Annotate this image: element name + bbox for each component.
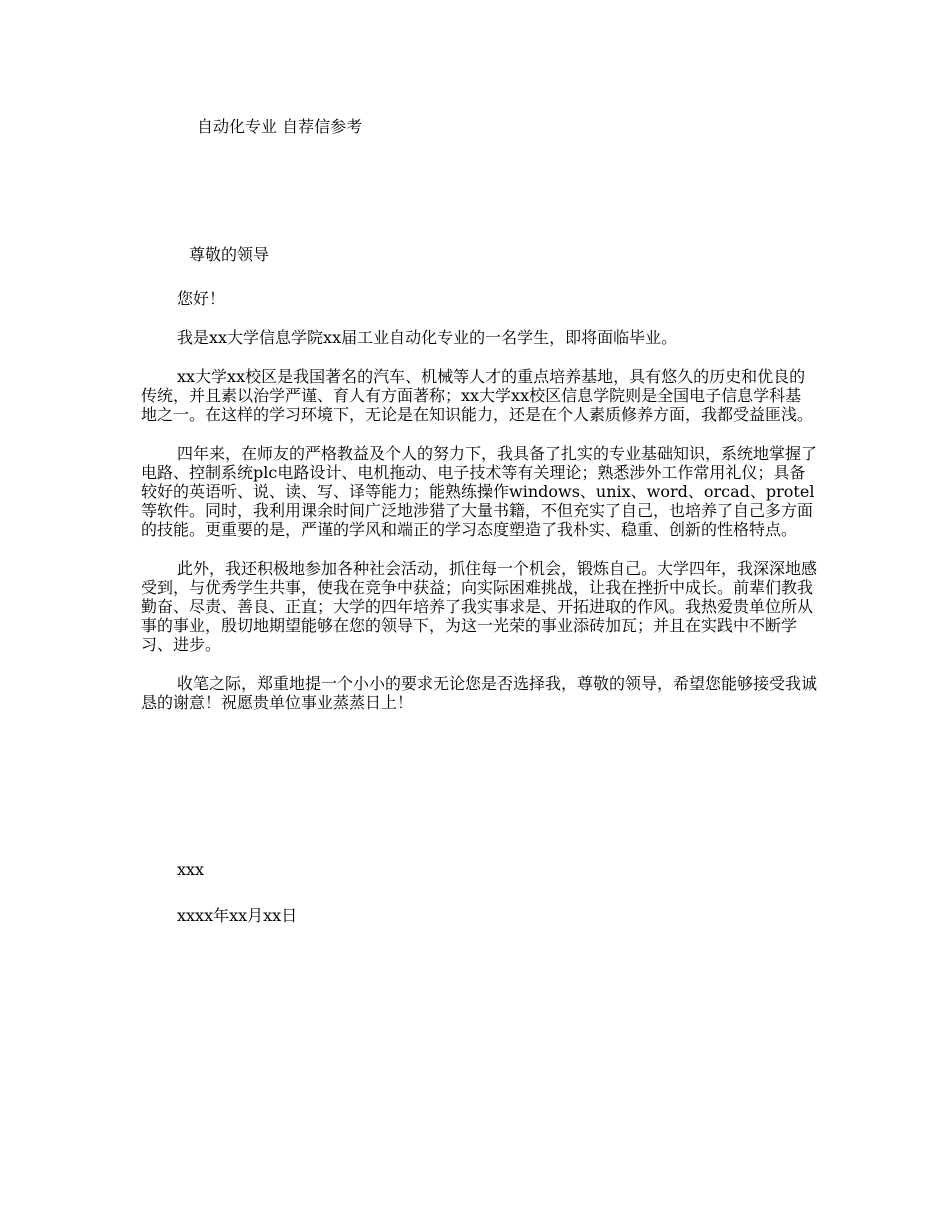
- paragraph-skills: 四年来，在师友的严格教益及个人的努力下，我具备了扎实的专业基础知识，系统地掌握了电路、控制系统plc电路设计、电机拖动、电子技术等有关理论；熟悉涉外工作常用礼仪；具备较好的英语听、说、读、写、译等能力；能熟练操作windows、unix、word、orcad、protel等软件。同时，我利用课余时间广泛地涉猎了大量书籍，不但充实了自己，也培养了自己多方面的技能。更重要的是，严谨的学风和端正的学习态度塑造了我朴实、稳重、创新的性格特点。: [141, 444, 818, 539]
- paragraph-school: xx大学xx校区是我国著名的汽车、机械等人才的重点培养基地，具有悠久的历史和优良的传统，并且素以治学严谨、育人有方面著称；xx大学xx校区信息学院则是全国电子信息学科基地之一。在这样的学习环境下，无论是在知识能力，还是在个人素质修养方面，我都受益匪浅。: [141, 367, 814, 424]
- signature: xxx: [177, 860, 205, 879]
- paragraph-intro: 我是xx大学信息学院xx届工业自动化专业的一名学生，即将面临毕业。: [177, 328, 678, 347]
- letter-body: [141, 328, 817, 732]
- date: xxxx年xx月xx日: [177, 906, 298, 925]
- salutation: 尊敬的领导: [189, 245, 270, 264]
- paragraph-activities: 此外，我还积极地参加各种社会活动，抓住每一个机会，锻炼自己。大学四年，我深深地感受到，与优秀学生共事，使我在竞争中获益；向实际困难挑战，让我在挫折中成长。前辈们教我勤奋、尽责、善良、正直；大学的四年培养了我实事求是、开拓进取的作风。我热爱贵单位所从事的事业，殷切地期望能够在您的领导下，为这一光荣的事业添砖加瓦；并且在实践中不断学习、进步。: [141, 559, 818, 654]
- document-title: 自动化专业 自荐信参考: [197, 117, 363, 136]
- paragraph-closing: 收笔之际，郑重地提一个小小的要求无论您是否选择我，尊敬的领导，希望您能够接受我诚恳的谢意！祝愿贵单位事业蒸蒸日上！: [141, 674, 818, 712]
- greeting: 您好！: [177, 289, 226, 308]
